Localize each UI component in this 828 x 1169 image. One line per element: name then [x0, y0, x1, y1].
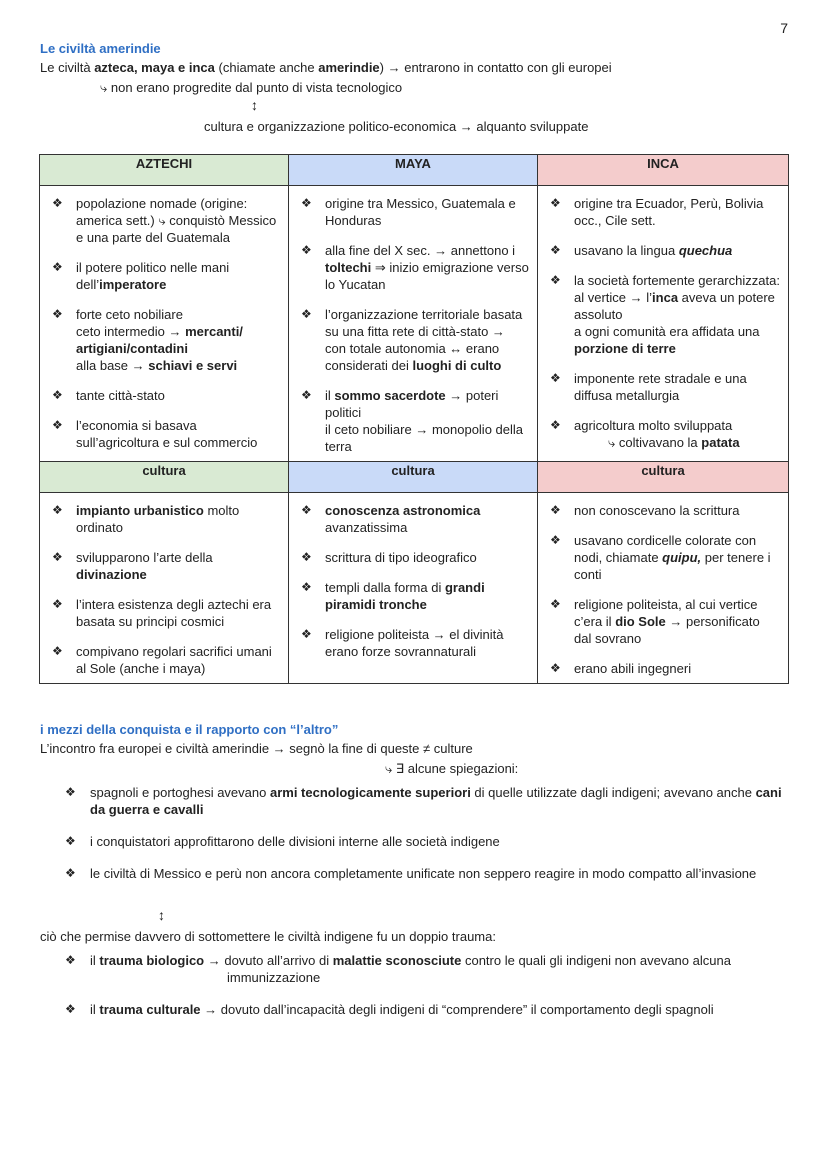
diamond-bullet-icon: ❖ — [550, 597, 561, 611]
diamond-bullet-icon: ❖ — [52, 503, 63, 517]
diamond-bullet-icon: ❖ — [550, 533, 561, 547]
header-inca: INCA — [538, 155, 789, 186]
diamond-bullet-icon: ❖ — [65, 785, 76, 799]
diamond-bullet-icon: ❖ — [301, 196, 312, 210]
diamond-bullet-icon: ❖ — [301, 503, 312, 517]
diamond-bullet-icon: ❖ — [550, 371, 561, 385]
list-item: ❖ il trauma biologico → dovuto all’arrivo di malattie sconosciute contro le quali gli indigeni non avevano alcuna immunizzazione — [65, 953, 731, 985]
list-item: ❖ popolazione nomade (origine: america sett.) ⤷ conquistò Messico e una parte del Guatemala — [52, 196, 277, 245]
cell-aztechi-cultura — [40, 493, 289, 684]
list-item: ❖ usavano cordicelle colorate con nodi, chiamate quipu, per tenere i conti — [550, 533, 771, 582]
cell-maya — [289, 186, 538, 462]
section-title-conquista: i mezzi della conquista e il rapporto con “l’altro” — [40, 722, 339, 737]
list-item: ❖ svilupparono l’arte della divinazione — [52, 550, 213, 582]
updown-arrow-icon: ↕ — [158, 907, 165, 923]
intro-sub-line: ⤷ non erano progredite dal punto di vista tecnologico — [100, 80, 403, 95]
diamond-bullet-icon: ❖ — [52, 418, 63, 432]
diamond-bullet-icon: ❖ — [65, 834, 76, 848]
list-item: ❖ conoscenza astronomica avanzatissima — [301, 503, 481, 535]
header-inca-cultura: cultura — [538, 462, 789, 493]
list-item: ❖ l’economia si basava sull’agricoltura e sul commercio — [52, 418, 258, 450]
trauma-list — [60, 952, 790, 1033]
list-item: ❖ religione politeista → el divinità erano forze sovrannaturali — [301, 627, 504, 659]
diamond-bullet-icon: ❖ — [65, 1002, 76, 1016]
diamond-bullet-icon: ❖ — [65, 866, 76, 880]
list-item: ❖ spagnoli e portoghesi avevano armi tecnologicamente superiori di quelle utilizzate dagli indigeni; avevano anche cani da guerra e cavalli — [65, 785, 782, 817]
list-item: ❖ scrittura di tipo ideografico — [301, 550, 477, 565]
conquista-sub: ⤷ ∃ alcune spiegazioni: — [385, 761, 519, 776]
list-item: ❖ alla fine del X sec. → annettono i toltechi ⇒ inizio emigrazione verso lo Yucatan — [301, 243, 529, 292]
list-item: ❖ templi dalla forma di grandi piramidi tronche — [301, 580, 485, 612]
list-item: ❖ il trauma culturale → dovuto dall’incapacità degli indigeni di “comprendere” il comportamento degli spagnoli — [65, 1002, 714, 1017]
conclusion-line: ciò che permise davvero di sottomettere le civiltà indigene fu un doppio trauma: — [40, 929, 496, 944]
diamond-bullet-icon: ❖ — [550, 661, 561, 675]
diamond-bullet-icon: ❖ — [52, 644, 63, 658]
header-maya: MAYA — [289, 155, 538, 186]
diamond-bullet-icon: ❖ — [301, 627, 312, 641]
diamond-bullet-icon: ❖ — [301, 388, 312, 402]
section-title-amerindie: Le civiltà amerindie — [40, 41, 161, 56]
list-item: ❖ l’organizzazione territoriale basata su una fitta rete di città-stato → con totale autonomia ↔ erano considerati dei luoghi di culto — [301, 307, 523, 373]
diamond-bullet-icon: ❖ — [550, 418, 561, 432]
diamond-bullet-icon: ❖ — [550, 503, 561, 517]
list-item: ❖ religione politeista, al cui vertice c’era il dio Sole → personificato dal sovrano — [550, 597, 760, 646]
conquista-intro: L’incontro fra europei e civiltà amerindie → segnò la fine di queste ≠ culture — [40, 741, 473, 756]
intro-line: Le civiltà azteca, maya e inca (chiamate anche amerindie) → entrarono in contatto con gli europei — [40, 60, 612, 75]
diamond-bullet-icon: ❖ — [301, 550, 312, 564]
header-maya-cultura: cultura — [289, 462, 538, 493]
list-item: ❖ le civiltà di Messico e perù non ancora completamente unificate non seppero reagire in modo compatto all’invasione — [65, 866, 757, 881]
diamond-bullet-icon: ❖ — [52, 388, 63, 402]
diamond-bullet-icon: ❖ — [65, 953, 76, 967]
updown-arrow-icon: ↕ — [251, 97, 258, 113]
list-item: ❖ il sommo sacerdote → poteri politici il ceto nobiliare → monopolio della terra — [301, 388, 524, 454]
list-item: ❖ impianto urbanistico molto ordinato — [52, 503, 240, 535]
header-aztechi-cultura: cultura — [40, 462, 289, 493]
cell-inca-cultura — [538, 493, 789, 684]
list-item: ❖ agricoltura molto sviluppata ⤷ coltivavano la patata — [550, 418, 740, 450]
list-item: ❖ forte ceto nobiliare ceto intermedio → mercanti/ artigiani/contadini alla base → schiavi e servi — [52, 307, 243, 373]
cell-aztechi — [40, 186, 289, 462]
list-item: ❖ i conquistatori approfittarono delle divisioni interne alle società indigene — [65, 834, 500, 849]
list-item: ❖ non conoscevano la scrittura — [550, 503, 740, 518]
conquista-list — [60, 784, 790, 897]
list-item: ❖ l’intera esistenza degli aztechi era basata su principi cosmici — [52, 597, 272, 629]
diamond-bullet-icon: ❖ — [52, 196, 63, 210]
culture-line: cultura e organizzazione politico-economica → alquanto sviluppate — [204, 119, 589, 134]
cell-inca — [538, 186, 789, 462]
diamond-bullet-icon: ❖ — [52, 550, 63, 564]
diamond-bullet-icon: ❖ — [301, 580, 312, 594]
list-item: ❖ imponente rete stradale e una diffusa metallurgia — [550, 371, 747, 403]
cell-maya-cultura — [289, 493, 538, 684]
list-item: ❖ origine tra Ecuador, Perù, Bolivia occ., Cile sett. — [550, 196, 764, 228]
list-item: ❖ tante città-stato — [52, 388, 165, 403]
diamond-bullet-icon: ❖ — [301, 243, 312, 257]
diamond-bullet-icon: ❖ — [52, 307, 63, 321]
civilizations-table — [39, 154, 789, 684]
header-aztechi: AZTECHI — [40, 155, 289, 186]
diamond-bullet-icon: ❖ — [550, 243, 561, 257]
list-item: ❖ origine tra Messico, Guatemala e Honduras — [301, 196, 516, 228]
diamond-bullet-icon: ❖ — [301, 307, 312, 321]
list-item: ❖ usavano la lingua quechua — [550, 243, 733, 258]
list-item: ❖ erano abili ingegneri — [550, 661, 692, 676]
list-item: ❖ la società fortemente gerarchizzata: al vertice → l’inca aveva un potere assoluto a ogni comunità era affidata una porzione di terre — [550, 273, 780, 356]
list-item: ❖ il potere politico nelle mani dell’imperatore — [52, 260, 230, 292]
diamond-bullet-icon: ❖ — [550, 273, 561, 287]
page-number: 7 — [780, 20, 788, 36]
diamond-bullet-icon: ❖ — [52, 260, 63, 274]
list-item: ❖ compivano regolari sacrifici umani al Sole (anche i maya) — [52, 644, 272, 676]
diamond-bullet-icon: ❖ — [52, 597, 63, 611]
diamond-bullet-icon: ❖ — [550, 196, 561, 210]
